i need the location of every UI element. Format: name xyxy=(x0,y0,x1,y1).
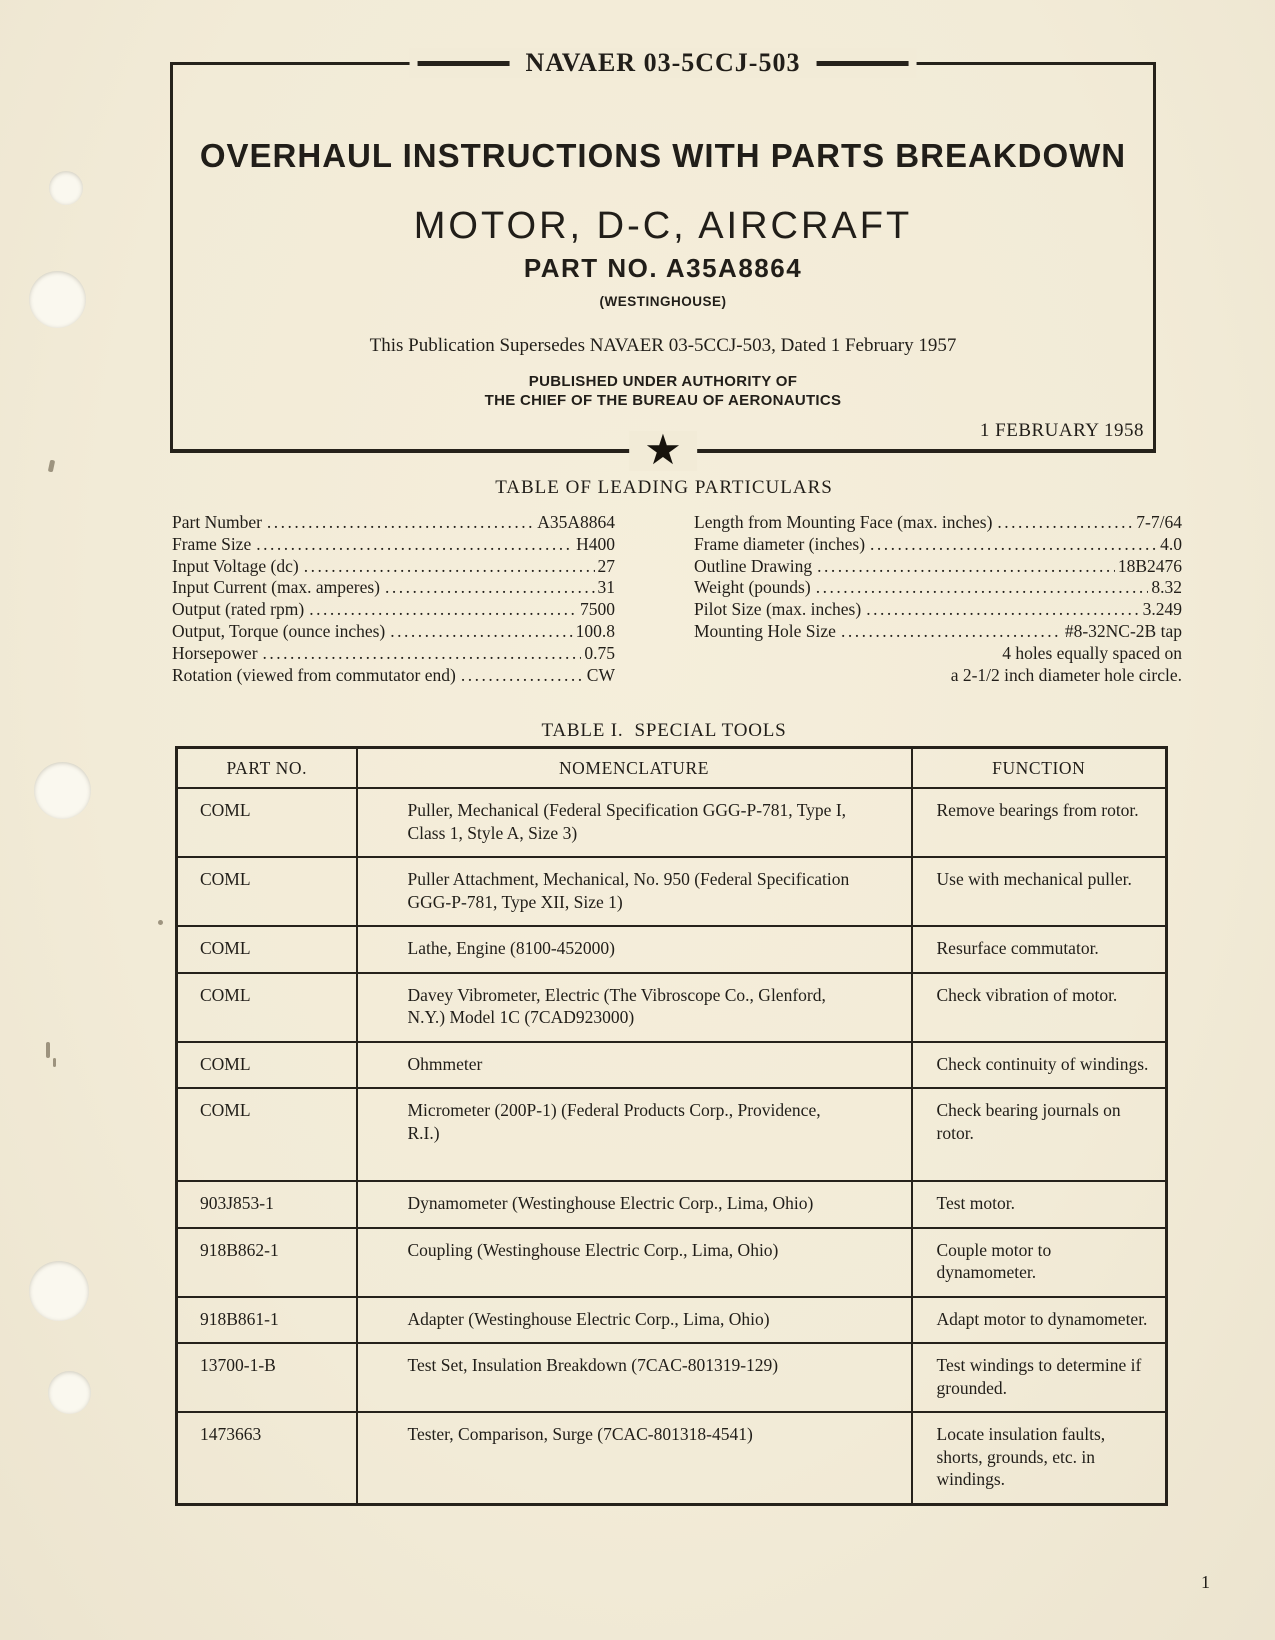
leading-particulars-heading: TABLE OF LEADING PARTICULARS xyxy=(495,477,833,498)
table-row xyxy=(177,1412,1167,1504)
particular-label: Length from Mounting Face (max. inches) xyxy=(694,512,993,532)
special-tools-heading: TABLE I. SPECIAL TOOLS xyxy=(541,720,787,741)
particular-label: Part Number xyxy=(172,512,262,532)
particular-value: 7-7/64 xyxy=(1136,512,1182,532)
tool-nomenclature: Puller Attachment, Mechanical, No. 950 (Federal Specification GGG-P-781, Type XII, Size 1) xyxy=(357,857,912,926)
particular-value: 8.32 xyxy=(1151,577,1182,598)
particular-label: Frame Size xyxy=(172,533,252,554)
particular-label: Frame diameter (inches) xyxy=(694,533,866,554)
particular-label: Weight (pounds) xyxy=(694,577,811,598)
particular-label: Input Voltage (dc) xyxy=(172,555,299,576)
tool-nomenclature: Dynamometer (Westinghouse Electric Corp., Lima, Ohio) xyxy=(357,1181,912,1228)
tool-nomenclature: Davey Vibrometer, Electric (The Vibroscope Co., Glenford, N.Y.) Model 1C (7CAD923000) xyxy=(357,973,912,1042)
particular-value: 18B2476 xyxy=(1117,555,1182,576)
tool-function: Locate insulation faults, shorts, grounds, etc. in windings. xyxy=(912,1412,1167,1504)
scan-mark xyxy=(48,460,55,473)
particular-value: CW xyxy=(586,664,615,685)
tool-part-no: 903J853-1 xyxy=(177,1181,357,1228)
tool-function: Remove bearings from rotor. xyxy=(912,788,1167,857)
particular-row xyxy=(172,534,615,556)
tool-function: Test motor. xyxy=(912,1181,1167,1228)
tool-nomenclature: Tester, Comparison, Surge (7CAC-801318-4541) xyxy=(357,1412,912,1504)
part-number: PART NO. A35A8864 xyxy=(523,253,803,283)
dot-leader xyxy=(866,599,1139,621)
table-row xyxy=(177,926,1167,973)
dot-leader xyxy=(263,643,582,665)
tool-part-no: COML xyxy=(177,857,357,926)
rule-right xyxy=(816,61,908,66)
particular-row xyxy=(694,556,1182,578)
tool-function: Check bearing journals on rotor. xyxy=(912,1088,1167,1181)
tool-function: Check vibration of motor. xyxy=(912,973,1167,1042)
special-tools-table xyxy=(175,746,1168,1506)
tool-function: Resurface commutator. xyxy=(912,926,1167,973)
particular-row xyxy=(172,556,615,578)
dot-leader xyxy=(385,577,595,599)
particular-row xyxy=(172,512,615,534)
document-title: OVERHAUL INSTRUCTIONS WITH PARTS BREAKDOWN xyxy=(199,137,1127,174)
tool-function: Check continuity of windings. xyxy=(912,1042,1167,1089)
col-header-part-no: PART NO. xyxy=(177,748,357,789)
tool-nomenclature: Puller, Mechanical (Federal Specification GGG-P-781, Type I, Class 1, Style A, Size 3) xyxy=(357,788,912,857)
equipment-title: MOTOR, D-C, AIRCRAFT xyxy=(413,205,913,247)
manufacturer: (WESTINGHOUSE) xyxy=(599,294,727,309)
particular-row xyxy=(694,534,1182,556)
scan-mark xyxy=(53,1058,56,1067)
particular-note: 4 holes equally spaced on xyxy=(1002,642,1182,663)
particular-row xyxy=(694,621,1182,643)
hole-punch xyxy=(29,1261,89,1321)
particular-value: 4.0 xyxy=(1160,533,1182,554)
dot-leader xyxy=(817,556,1115,578)
particular-label: Pilot Size (max. inches) xyxy=(694,599,862,620)
authority-line-2: THE CHIEF OF THE BUREAU OF AERONAUTICS xyxy=(484,392,842,409)
scan-mark xyxy=(46,1042,50,1058)
particular-row xyxy=(172,577,615,599)
tool-part-no: COML xyxy=(177,788,357,857)
table-header-row xyxy=(177,748,1167,789)
tool-part-no: 13700-1-B xyxy=(177,1343,357,1412)
dot-leader xyxy=(461,665,584,687)
particular-label: Horsepower xyxy=(172,642,258,663)
page-number: 1 xyxy=(1201,1572,1210,1592)
table-row xyxy=(177,1181,1167,1228)
tool-nomenclature: Micrometer (200P-1) (Federal Products Corp., Providence, R.I.) xyxy=(357,1088,912,1181)
col-header-function: FUNCTION xyxy=(912,748,1167,789)
hole-punch xyxy=(29,271,86,328)
particular-value: 100.8 xyxy=(575,620,615,641)
table-row xyxy=(177,1228,1167,1297)
tool-part-no: COML xyxy=(177,926,357,973)
tool-part-no: 918B861-1 xyxy=(177,1297,357,1344)
particular-note: a 2-1/2 inch diameter hole circle. xyxy=(950,664,1182,685)
particular-row xyxy=(172,621,615,643)
particular-value: A35A8864 xyxy=(537,512,615,532)
tool-function: Test windings to determine if grounded. xyxy=(912,1343,1167,1412)
particular-value: 3.249 xyxy=(1142,599,1182,620)
particular-row xyxy=(172,643,615,665)
hole-punch xyxy=(48,1371,91,1414)
dot-leader xyxy=(841,621,1062,643)
table-row xyxy=(177,1297,1167,1344)
dot-leader xyxy=(304,556,595,578)
particular-row xyxy=(694,512,1182,534)
particular-value: 7500 xyxy=(580,599,615,620)
col-header-nomenclature: NOMENCLATURE xyxy=(357,748,912,789)
tool-function: Couple motor to dynamometer. xyxy=(912,1228,1167,1297)
authority-line-1: PUBLISHED UNDER AUTHORITY OF xyxy=(528,373,798,390)
particulars-left-column xyxy=(172,512,615,686)
doc-number-text: NAVAER 03-5CCJ-503 xyxy=(525,48,801,77)
particulars-right-column xyxy=(694,512,1182,686)
publication-date: 1 FEBRUARY 1958 xyxy=(979,420,1144,441)
particular-label: Outline Drawing xyxy=(694,555,813,576)
special-tools-body xyxy=(177,788,1167,1504)
tool-part-no: COML xyxy=(177,1042,357,1089)
leading-particulars xyxy=(172,512,1182,686)
dot-leader xyxy=(997,512,1133,534)
table-row xyxy=(177,1042,1167,1089)
hole-punch xyxy=(34,762,91,819)
dot-leader xyxy=(816,577,1149,599)
table-row xyxy=(177,788,1167,857)
particular-value: 31 xyxy=(597,577,615,598)
tool-nomenclature: Lathe, Engine (8100-452000) xyxy=(357,926,912,973)
particular-value: H400 xyxy=(576,533,615,554)
table-row xyxy=(177,973,1167,1042)
supersedes-note: This Publication Supersedes NAVAER 03-5CCJ-503, Dated 1 February 1957 xyxy=(369,335,957,356)
particular-label: Output, Torque (ounce inches) xyxy=(172,620,386,641)
tool-part-no: COML xyxy=(177,973,357,1042)
tool-nomenclature: Coupling (Westinghouse Electric Corp., Lima, Ohio) xyxy=(357,1228,912,1297)
table-row xyxy=(177,857,1167,926)
tool-nomenclature: Ohmmeter xyxy=(357,1042,912,1089)
rule-left xyxy=(418,61,510,66)
dot-leader xyxy=(309,599,577,621)
particular-value: 27 xyxy=(597,555,615,576)
table-row xyxy=(177,1343,1167,1412)
scan-mark xyxy=(158,920,163,925)
tool-part-no: 1473663 xyxy=(177,1412,357,1504)
tool-function: Use with mechanical puller. xyxy=(912,857,1167,926)
table-row xyxy=(177,1088,1167,1181)
particular-label: Mounting Hole Size xyxy=(694,620,836,641)
tool-part-no: COML xyxy=(177,1088,357,1181)
tool-part-no: 918B862-1 xyxy=(177,1228,357,1297)
particular-row xyxy=(694,599,1182,621)
cover-box xyxy=(170,48,1156,474)
particular-value: 0.75 xyxy=(584,642,615,663)
particular-label: Input Current (max. amperes) xyxy=(172,577,380,598)
doc-number xyxy=(410,48,917,78)
particular-row xyxy=(172,599,615,621)
dot-leader xyxy=(870,534,1157,556)
dot-leader xyxy=(390,621,572,643)
hole-punch xyxy=(49,171,83,205)
dot-leader xyxy=(256,534,573,556)
particular-label: Output (rated rpm) xyxy=(172,599,305,620)
star-icon: ★ xyxy=(629,431,697,471)
particular-row xyxy=(694,577,1182,599)
particular-row xyxy=(172,665,615,687)
tool-function: Adapt motor to dynamometer. xyxy=(912,1297,1167,1344)
particular-label: Rotation (viewed from commutator end) xyxy=(172,664,456,685)
tool-nomenclature: Adapter (Westinghouse Electric Corp., Lima, Ohio) xyxy=(357,1297,912,1344)
tool-nomenclature: Test Set, Insulation Breakdown (7CAC-801319-129) xyxy=(357,1343,912,1412)
dot-leader xyxy=(267,512,534,534)
particular-value: #8-32NC-2B tap xyxy=(1064,620,1182,641)
